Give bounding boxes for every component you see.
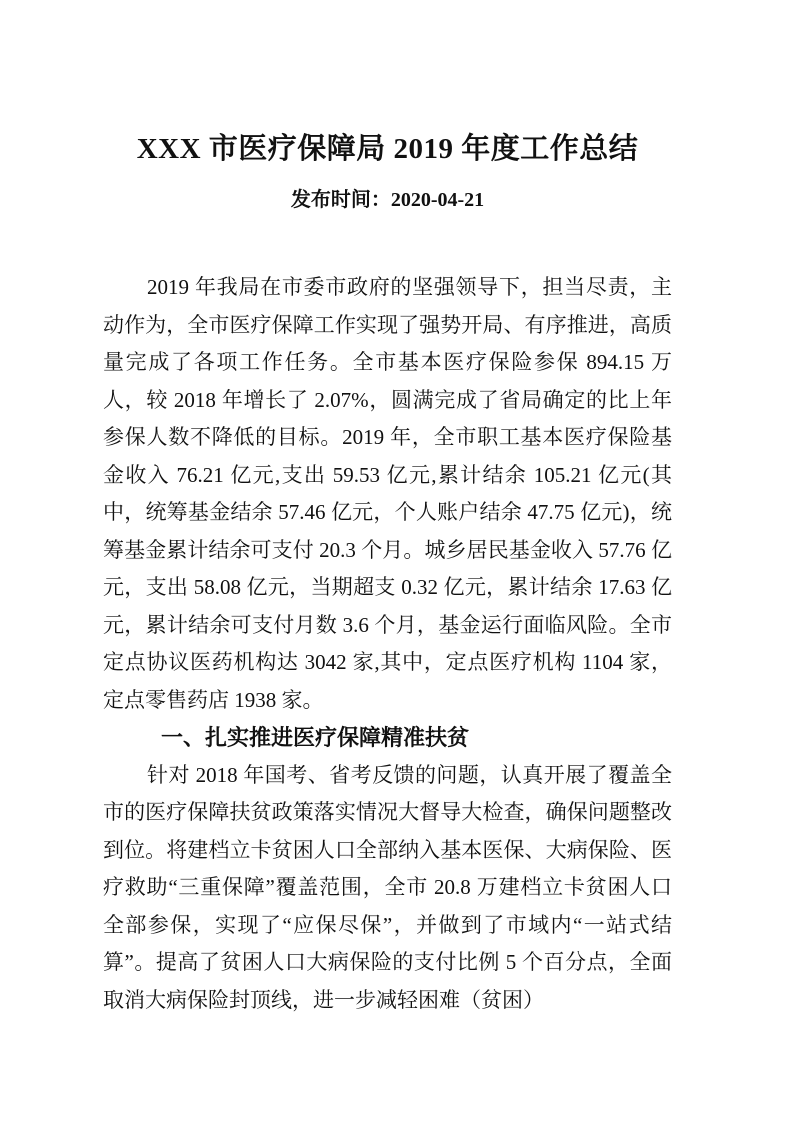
document-body: [103, 269, 672, 1019]
publish-date-line: 发布时间：2020-04-21: [290, 189, 485, 211]
paragraph-overview: 2019 年我局在市委市政府的坚强领导下，担当尽责，主动作为，全市医疗保障工作实现了强势开局、有序推进，高质量完成了各项工作任务。全市基本医疗保险参保 894.15 万人，较 2018 年增长了 2.07%，圆满完成了省局确定的比上年参保人数不降低的目标。2019 年，全市职工基本医疗保险基金收入 76.21 亿元,支出 59.53 亿元,累计结余 105.21 亿元(其中，统筹基金结余 57.46 亿元，个人账户结余 47.75 亿元)，统筹基金累计结余可支付 20.3 个月。城乡居民基金收入 57.76 亿元，支出 58.08 亿元，当期超支 0.32 亿元，累计结余 17.63 亿元，累计结余可支付月数 3.6 个月，基金运行面临风险。全市定点协议医药机构达 3042 家,其中，定点医疗机构 1104 家，定点零售药店 1938 家。: [103, 275, 673, 712]
paragraph-section-1: 针对 2018 年国考、省考反馈的问题，认真开展了覆盖全市的医疗保障扶贫政策落实情况大督导大检查，确保问题整改到位。将建档立卡贫困人口全部纳入基本医保、大病保险、医疗救助“三重保障”覆盖范围，全市 20.8 万建档立卡贫困人口全部参保，实现了“应保尽保”，并做到了市域内“一站式结算”。提高了贫困人口大病保险的支付比例 5 个百分点，全面取消大病保险封顶线，进一步减轻困难（贫困）: [103, 762, 672, 1012]
document-title: XXX 市医疗保障局 2019 年度工作总结: [136, 133, 639, 165]
section-heading-1: 一、扎实推进医疗保障精准扶贫: [161, 725, 470, 750]
